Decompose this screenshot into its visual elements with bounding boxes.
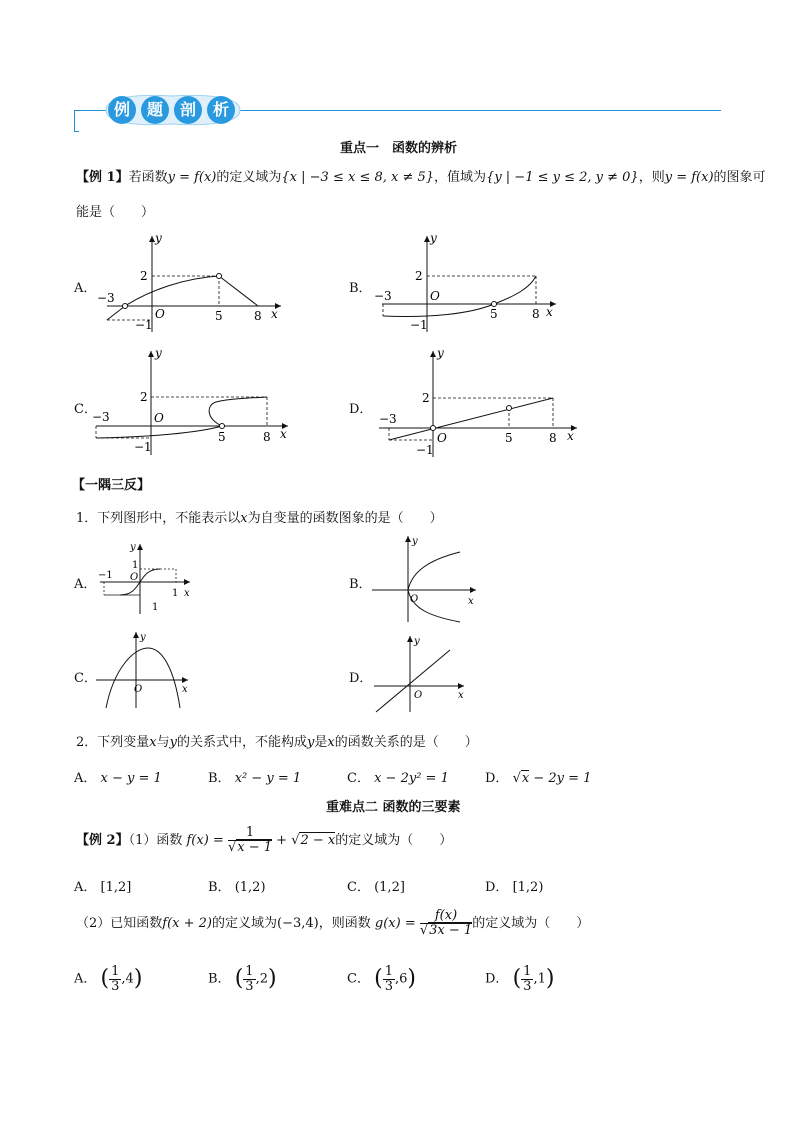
banner-tick-foot: [74, 131, 79, 132]
ex2-tail1: 的定义域为（ ）: [335, 833, 453, 848]
graph-d-xlabel: x: [567, 429, 574, 443]
graph-q1a-origin: O: [130, 572, 139, 583]
ex1-option-c: C．: [74, 402, 97, 417]
banner-char-2: 题: [141, 96, 169, 124]
ex2-2-b-num: 1: [245, 963, 254, 979]
ex1-func: y = f(x): [167, 170, 217, 185]
ex2-part2a: （2）已知函数: [76, 916, 163, 931]
ex2-num2: f(x): [420, 909, 472, 924]
ex1-text-d: ，则: [638, 170, 665, 185]
ex2-1-option-d: [485, 876, 543, 895]
graph-d-tick-8: 8: [549, 431, 557, 445]
q2-opt-b-label: B．: [208, 771, 231, 786]
graph-q1d-origin: O: [414, 690, 423, 701]
graph-b-tick-neg1: −1: [410, 318, 428, 332]
q1-text: 1．下列图形中，不能表示以: [76, 511, 241, 526]
q2-text: 2．下列变量: [76, 735, 150, 750]
graph-q1a-ylabel: y: [130, 542, 136, 553]
q2-option-d: D． √x − 2y = 1: [485, 771, 592, 786]
ex2-den2: 3x − 1: [429, 923, 473, 938]
ex2-part2c: ，则函数: [318, 916, 371, 931]
q1-option-a: A．: [74, 577, 97, 592]
ex1-option-a: A．: [74, 281, 97, 296]
graph-c-tick-neg1: −1: [134, 440, 152, 454]
banner-char-4: 析: [207, 96, 235, 124]
graph-d-tick-neg3: −3: [379, 412, 397, 426]
ex2-1-option-a: [74, 876, 131, 895]
graph-ex1-d: [371, 345, 581, 460]
graph-d-ylabel: y: [437, 346, 444, 360]
graph-a-tick-neg1: −1: [135, 318, 153, 332]
ex2-2-d-num: 1: [523, 963, 532, 979]
graph-q1c-xlabel: x: [182, 684, 188, 695]
graph-b-tick-5: 5: [490, 307, 498, 321]
graph-c-tick-neg3: −3: [92, 410, 110, 424]
q2-option-b: [208, 767, 301, 786]
ex1-text-c: ，值域为: [434, 170, 487, 185]
graph-q1-d: [370, 632, 470, 714]
ex1-text-e: 的图象可: [713, 170, 766, 185]
graph-c-tick-2: 2: [140, 390, 148, 404]
ex2-1-option-c: [347, 876, 405, 895]
ex2-2-b-den: 3: [245, 978, 254, 994]
q2-x2: x: [327, 735, 335, 750]
q2-x: x: [149, 735, 157, 750]
section-title-2: 重难点二 函数的三要素: [326, 800, 461, 815]
q2-opt-d-radicand: x: [521, 771, 530, 786]
ex2-1-b-val: (1,2): [234, 880, 266, 895]
graph-q1a-ylow: 1: [152, 602, 159, 613]
banner-tick: [74, 110, 75, 132]
graph-a-xlabel: x: [271, 307, 278, 321]
ex2-fraction-1: $\frac{1}{√x - 1}$: [227, 825, 273, 855]
q2-mid: 与: [156, 735, 170, 750]
ex1-text-a: 若函数: [128, 170, 168, 185]
ex2-2-a-den: 3: [111, 978, 120, 994]
ex2-den1: x − 1: [237, 840, 273, 855]
graph-ex1-a: [95, 228, 295, 338]
ex2-2-a-rest: ,4: [121, 971, 134, 987]
question-1: [76, 507, 443, 526]
ex2-2-option-c: C． ( $\frac{1}{3}$ ,6): [347, 963, 416, 994]
ex2-1-b-label: B．: [208, 880, 231, 895]
q2-option-a: [74, 767, 162, 786]
ex2-2-b-rest: ,2: [255, 971, 268, 987]
ex2-2-c-rest: ,6: [394, 971, 408, 987]
question-2: [76, 731, 478, 750]
ex1-domain: {x | −3 ≤ x ≤ 8, x ≠ 5}: [281, 170, 435, 185]
ex2-fx2: f(x + 2): [162, 916, 212, 931]
example-1-line1: [76, 166, 766, 185]
q2-opt-a-value: x − y = 1: [100, 771, 162, 786]
graph-b-tick-8: 8: [532, 307, 540, 321]
ex2-fx: f(x) =: [186, 833, 224, 848]
section-title-1: 重点一 函数的辨析: [340, 141, 458, 156]
graph-b-tick-neg3: −3: [374, 289, 392, 303]
ex2-2-c-den: 3: [384, 978, 393, 994]
ex1-range: {y | −1 ≤ y ≤ 2, y ≠ 0}: [486, 170, 639, 185]
graph-q1-c: [94, 628, 194, 710]
ex1-text-b: 的定义域为: [216, 170, 282, 185]
graph-q1d-ylabel: y: [414, 636, 420, 647]
ex1-option-d: D．: [349, 402, 373, 417]
q2-text3: 是: [314, 735, 328, 750]
graph-q1-b: [368, 532, 488, 624]
ex2-part2b: 的定义域为: [212, 916, 278, 931]
example-2-label: 【例 2】: [76, 833, 129, 848]
banner-char-3: 剖: [174, 96, 202, 124]
graph-q1a-neg1: −1: [98, 570, 113, 581]
graph-q1c-ylabel: y: [140, 632, 146, 643]
graph-q1-a: [94, 538, 200, 618]
ex2-2-a-label: A．: [74, 971, 97, 987]
section-fan-title: 【一隅三反】: [72, 478, 151, 493]
ex2-2-d-label: D．: [485, 971, 509, 987]
ex2-2-option-d: D． ( $\frac{1}{3}$ ,1): [485, 963, 555, 994]
graph-b-origin: O: [430, 289, 440, 303]
graph-q1a-xlabel: x: [184, 588, 190, 599]
ex2-rad2: 2 − x: [300, 833, 336, 848]
graph-a-tick-5: 5: [215, 309, 223, 323]
graph-b-ylabel: y: [430, 231, 437, 245]
graph-c-xlabel: x: [280, 427, 287, 441]
example-2-part2: [76, 908, 589, 940]
graph-b-xlabel: x: [546, 305, 553, 319]
graph-a-ylabel: y: [155, 231, 162, 245]
banner-char-1: 例: [108, 96, 136, 124]
ex2-2-c-label: C．: [347, 971, 370, 987]
example-1-line2: 能是（ ）: [76, 205, 155, 220]
ex2-dom2: (−3,4): [277, 916, 319, 931]
graph-a-origin: O: [155, 307, 165, 321]
q2-option-c: [347, 767, 449, 786]
q1-option-b: B．: [349, 577, 372, 592]
graph-q1b-origin: O: [410, 594, 419, 605]
graph-q1b-ylabel: y: [412, 536, 418, 547]
graph-ex1-c: [88, 345, 298, 460]
q2-opt-a-label: A．: [74, 771, 97, 786]
example-1-label: 【例 1】: [76, 170, 129, 185]
graph-a-tick-8: 8: [254, 309, 262, 323]
ex2-1-c-val: (1,2]: [374, 880, 405, 895]
q1-text2: 为自变量的函数图象的是（ ）: [247, 511, 443, 526]
ex2-fraction-2: $\frac{f(x)}{√3x - 1}$: [419, 908, 473, 938]
q2-opt-c-value: x − 2y² = 1: [374, 771, 449, 786]
q2-opt-c-label: C．: [347, 771, 370, 786]
ex2-1-option-b: [208, 876, 266, 895]
q2-y: y: [169, 735, 177, 750]
q2-y2: y: [307, 735, 315, 750]
ex2-1-a-label: A．: [74, 880, 97, 895]
ex2-1-d-label: D．: [485, 880, 509, 895]
ex2-1-a-val: [1,2]: [100, 880, 132, 895]
ex2-plus: +: [276, 833, 288, 848]
q1-var: x: [240, 511, 248, 526]
graph-c-origin: O: [154, 411, 164, 425]
q2-opt-b-value: x² − y = 1: [234, 771, 302, 786]
ex2-2-c-num: 1: [384, 963, 393, 979]
graph-a-tick-2: 2: [140, 269, 148, 283]
ex1-func-2: y = f(x): [664, 170, 714, 185]
graph-ex1-b: [370, 228, 570, 338]
q2-text2: 的关系式中，不能构成: [177, 735, 308, 750]
ex2-2-b-label: B．: [208, 971, 231, 987]
q1-option-c: C．: [74, 671, 97, 686]
q2-opt-d-label: D．: [485, 771, 509, 786]
graph-b-tick-2: 2: [415, 269, 423, 283]
ex2-2-option-a: A． ( $\frac{1}{3}$ ,4): [74, 963, 143, 994]
ex1-option-b: B．: [349, 281, 372, 296]
ex2-1-c-label: C．: [347, 880, 370, 895]
ex2-2-option-b: B． ( $\frac{1}{3}$ ,2): [208, 963, 277, 994]
q2-opt-d-tail: − 2y = 1: [529, 771, 592, 786]
ex2-1-d-val: [1,2): [512, 880, 544, 895]
graph-q1b-xlabel: x: [468, 596, 474, 607]
q1-option-d: D．: [349, 671, 373, 686]
graph-q1c-origin: O: [134, 684, 143, 695]
graph-d-tick-2: 2: [422, 391, 430, 405]
ex2-2-d-den: 3: [523, 978, 532, 994]
graph-d-tick-5: 5: [505, 431, 513, 445]
graph-d-tick-neg1: −1: [416, 443, 434, 457]
graph-q1d-xlabel: x: [458, 690, 464, 701]
ex2-tail2: 的定义域为（ ）: [472, 916, 590, 931]
example-2-part1: 【例 2】（1）函数 f(x) = $\frac{1}{√x - 1}$ + √2 − x的定义域为（ ）: [76, 825, 453, 855]
graph-c-tick-5: 5: [218, 430, 226, 444]
graph-d-origin: O: [437, 431, 447, 445]
ex2-num1: 1: [228, 826, 272, 841]
ex2-2-a-num: 1: [111, 963, 120, 979]
graph-q1a-x1: 1: [172, 588, 179, 599]
graph-a-tick-neg3: −3: [97, 291, 115, 305]
ex2-2-d-rest: ,1: [533, 971, 546, 987]
q2-text4: 的函数关系的是（ ）: [334, 735, 478, 750]
ex2-part1: （1）函数: [128, 833, 183, 848]
graph-c-ylabel: y: [155, 346, 162, 360]
graph-c-tick-8: 8: [263, 430, 271, 444]
ex2-gx: g(x) =: [374, 916, 416, 931]
graph-q1a-y1: 1: [132, 560, 139, 571]
